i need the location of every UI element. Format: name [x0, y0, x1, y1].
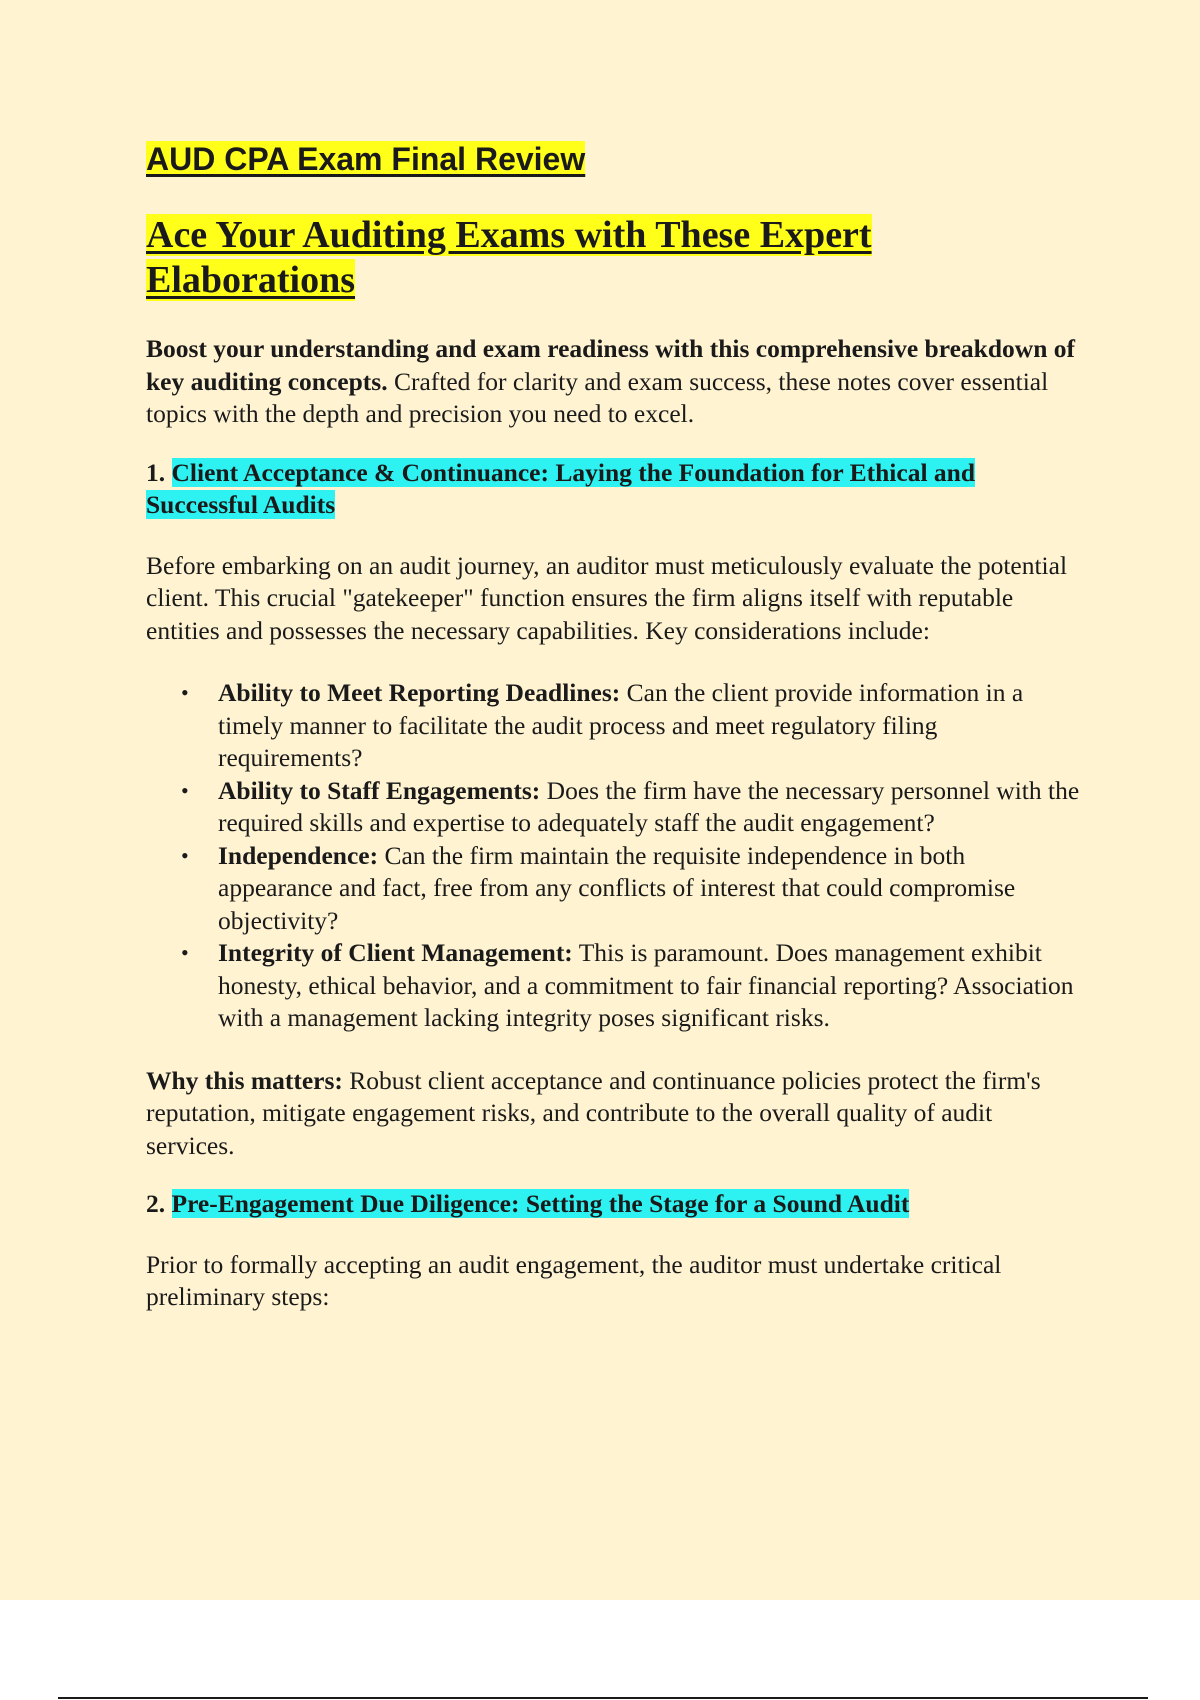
subtitle-line-1: Ace Your Auditing Exams with These Expert: [146, 214, 872, 257]
section-2-body: Prior to formally accepting an audit engagement, the auditor must undertake critical preliminary steps:: [146, 1249, 1002, 1312]
document-content: [146, 138, 1086, 1314]
bullet-icon: •: [181, 680, 189, 706]
list-item-term: Independence:: [218, 840, 379, 870]
section-1-body: Before embarking on an audit journey, an auditor must meticulously evaluate the potential client. This crucial "gatekeeper" function ensures the firm aligns itself with reputable entities and possesses the necessary capabilities. Key considerations include:: [146, 550, 1068, 645]
why-label: Why this matters:: [146, 1065, 343, 1095]
list-item-text: This is paramount. Does management exhibit honesty, ethical behavior, and a commitment to fair financial reporting? Association with a management lacking integrity poses significant risks.: [218, 938, 1074, 1033]
intro-paragraph: [146, 333, 1086, 431]
bullet-icon: •: [181, 940, 189, 966]
section-1-title: Client Acceptance & Continuance: Laying the Foundation for Ethical and Successful Audits: [146, 457, 976, 520]
list-item-term: Ability to Staff Engagements:: [218, 775, 541, 805]
document-subtitle: [146, 213, 1086, 303]
section-1-number: 1.: [146, 457, 172, 487]
list-item: [181, 775, 1086, 840]
section-1-heading: [146, 457, 1086, 522]
considerations-list: [146, 677, 1086, 1035]
bullet-icon: •: [181, 842, 189, 868]
document-title: [146, 138, 1086, 181]
subtitle-line-2: Elaborations: [146, 259, 356, 302]
list-item-text: Does the firm have the necessary personnel with the required skills and expertise to adequately staff the audit engagement?: [218, 775, 1080, 838]
list-item-term: Integrity of Client Management:: [218, 938, 573, 968]
section-2-number: 2.: [146, 1189, 172, 1219]
section-2-heading: [146, 1188, 1086, 1221]
page-divider: [58, 1697, 1148, 1699]
list-item: [181, 677, 1086, 775]
why-this-matters: [146, 1065, 1086, 1163]
list-item-text: Can the firm maintain the requisite independence in both appearance and fact, free from any conflicts of interest that could compromise objectivity?: [218, 840, 1016, 935]
why-text: Robust client acceptance and continuance policies protect the firm's reputation, mitigate engagement risks, and contribute to the overall quality of audit services.: [146, 1065, 1041, 1160]
intro-text: Crafted for clarity and exam success, these notes cover essential topics with the depth and precision you need to excel.: [146, 366, 1049, 429]
title-text: AUD CPA Exam Final Review: [146, 141, 586, 177]
list-item: [181, 840, 1086, 938]
section-2-title: Pre-Engagement Due Diligence: Setting the Stage for a Sound Audit: [171, 1189, 910, 1219]
list-item: [181, 937, 1086, 1035]
list-item-term: Ability to Meet Reporting Deadlines:: [218, 678, 621, 708]
intro-bold: Boost your understanding and exam readiness with this comprehensive breakdown of key auditing concepts.: [146, 334, 1075, 396]
bullet-icon: •: [181, 777, 189, 803]
list-item-text: Can the client provide information in a timely manner to facilitate the audit process and meet regulatory filing requirements?: [218, 678, 1024, 773]
